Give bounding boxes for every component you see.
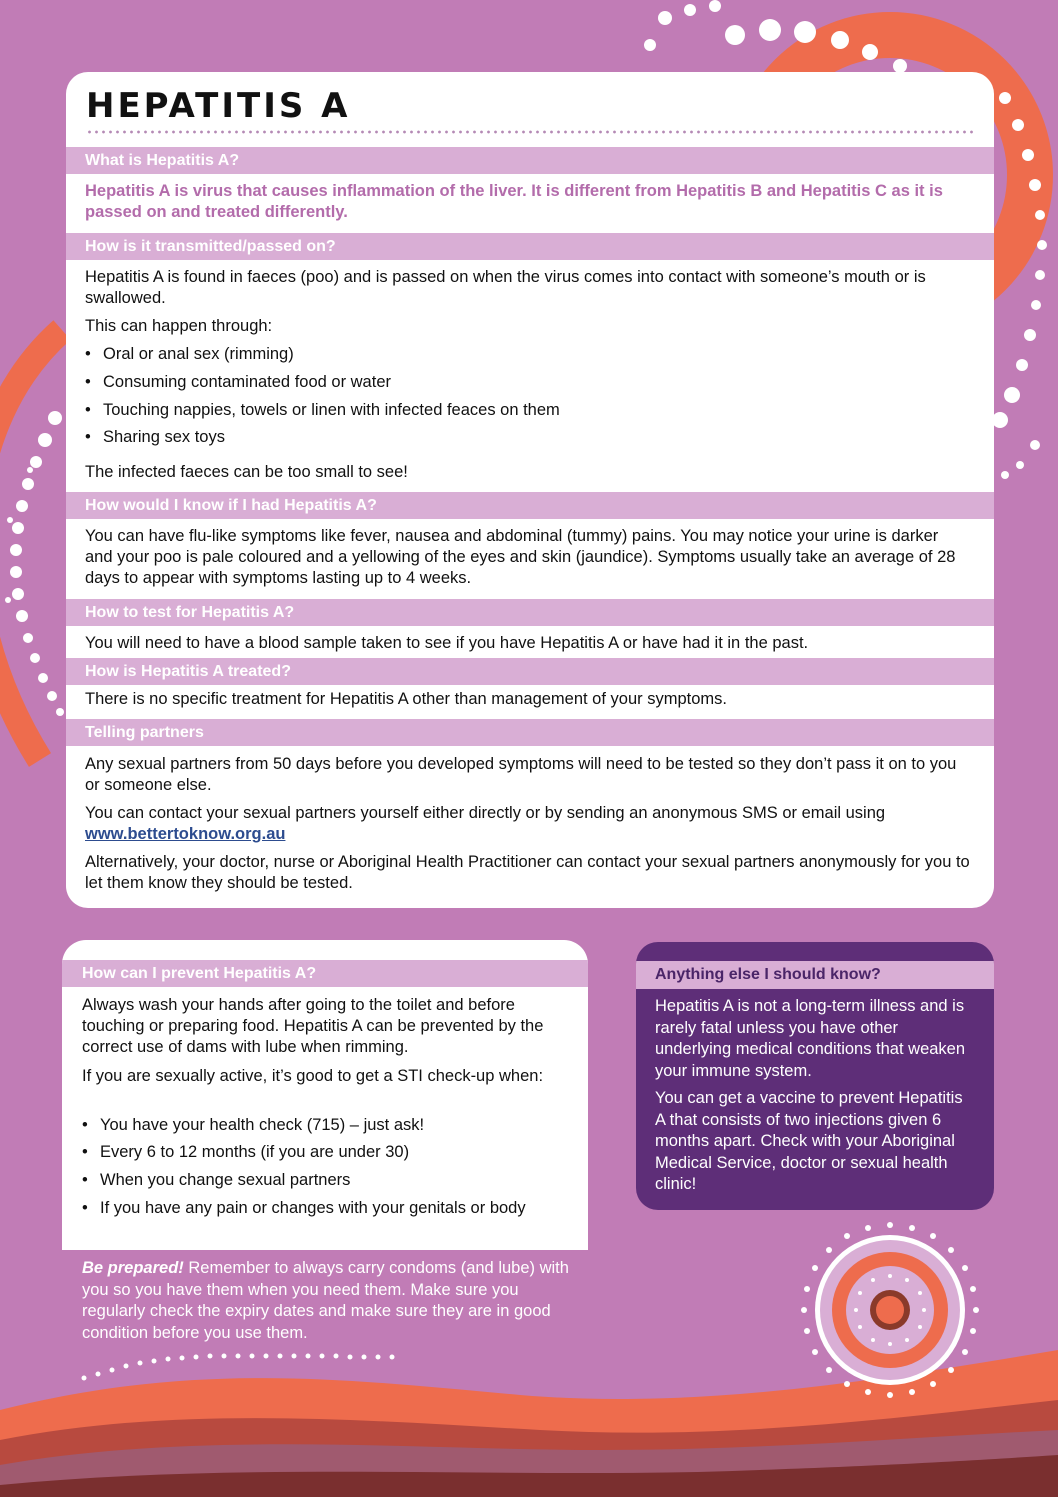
- list-item: • If you have any pain or changes with your genitals or body: [82, 1198, 526, 1219]
- section-heading-partners: Telling partners: [66, 719, 994, 746]
- section-text-test: You will need to have a blood sample taken to see if you have Hepatitis A or have had it in the past.: [85, 634, 809, 652]
- prevent-p1: Always wash your hands after going to the toilet and before touching or preparing food. Hepatitis A can be prevented by the correct use of dams with lube when rimming.: [82, 996, 544, 1056]
- section-text-know: You can have flu-like symptoms like fever, nausea and abdominal (tummy) pains. You may notice your urine is darker and your poo is pale coloured and a yellowing of the eyes and skin (jaundice). Symptoms usually take an average of 28 days to appear with symptoms lasting up to 4 weeks.: [85, 527, 956, 587]
- transmitted-p2: This can happen through:: [85, 317, 273, 335]
- section-text-treated: There is no specific treatment for Hepatitis A other than management of your symptoms.: [85, 690, 727, 708]
- section-heading-what: What is Hepatitis A?: [66, 147, 994, 174]
- be-prepared-lead: Be prepared!: [82, 1259, 184, 1277]
- dot-line-bottom: [82, 1354, 395, 1381]
- anything-else-box: [636, 942, 994, 1210]
- main-card: [66, 72, 994, 908]
- section-heading-treated: How is Hepatitis A treated?: [66, 658, 994, 685]
- anything-else-p1: Hepatitis A is not a long-term illness and is rarely fatal unless you have other underlying medical conditions that weaken your immune system.: [655, 997, 966, 1080]
- prevent-box: [62, 940, 588, 1250]
- anything-else-p2: You can get a vaccine to prevent Hepatitis A that consists of two injections given 6 months apart. Check with your Aboriginal Medical Service, doctor or sexual health clinic!: [655, 1089, 963, 1193]
- list-item: • Touching nappies, towels or linen with infected feaces on them: [85, 400, 560, 421]
- page-title: HEPATITIS A: [86, 86, 351, 126]
- section-heading-transmitted: How is it transmitted/passed on?: [66, 233, 994, 260]
- section-heading-know: How would I know if I had Hepatitis A?: [66, 492, 994, 519]
- transmitted-p3: The infected faeces can be too small to see!: [85, 463, 408, 481]
- partners-p3: Alternatively, your doctor, nurse or Aboriginal Health Practitioner can contact your sexual partners anonymously for you to let them know they should be tested.: [85, 853, 970, 892]
- prevent-heading: How can I prevent Hepatitis A?: [62, 960, 588, 987]
- title-dotted-rule: [86, 130, 974, 134]
- partners-p2: You can contact your sexual partners yourself either directly or by sending an anonymous SMS or email using www.bettertoknow.org.au: [85, 804, 886, 843]
- section-text-what: Hepatitis A is virus that causes inflammation of the liver. It is different from Hepatitis B and Hepatitis C as it is passed on and treated differently.: [85, 182, 943, 221]
- circle-motif: [815, 1235, 965, 1385]
- section-heading-test: How to test for Hepatitis A?: [66, 599, 994, 626]
- list-item: • When you change sexual partners: [82, 1170, 350, 1191]
- list-item: • You have your health check (715) – just ask!: [82, 1115, 424, 1136]
- anything-else-heading: Anything else I should know?: [636, 961, 994, 989]
- prevent-p2: If you are sexually active, it’s good to get a STI check-up when:: [82, 1067, 544, 1085]
- list-item: • Every 6 to 12 months (if you are under 30): [82, 1142, 409, 1163]
- transmitted-p1: Hepatitis A is found in faeces (poo) and is passed on when the virus comes into contact with someone’s mouth or is swallowed.: [85, 268, 926, 307]
- partners-p1: Any sexual partners from 50 days before you developed symptoms will need to be tested so they don’t pass it on to you or someone else.: [85, 755, 957, 794]
- dot-arc-left: [5, 411, 64, 716]
- be-prepared-note: Be prepared! Remember to always carry condoms (and lube) with you so you have them when you need them. Make sure you regularly check the expiry dates and make sure they are in good condition before you use them.: [82, 1259, 569, 1342]
- list-item: • Oral or anal sex (rimming): [85, 344, 294, 365]
- list-item: • Sharing sex toys: [85, 427, 225, 448]
- list-item: • Consuming contaminated food or water: [85, 372, 391, 393]
- bettertoknow-link[interactable]: www.bettertoknow.org.au: [85, 825, 286, 843]
